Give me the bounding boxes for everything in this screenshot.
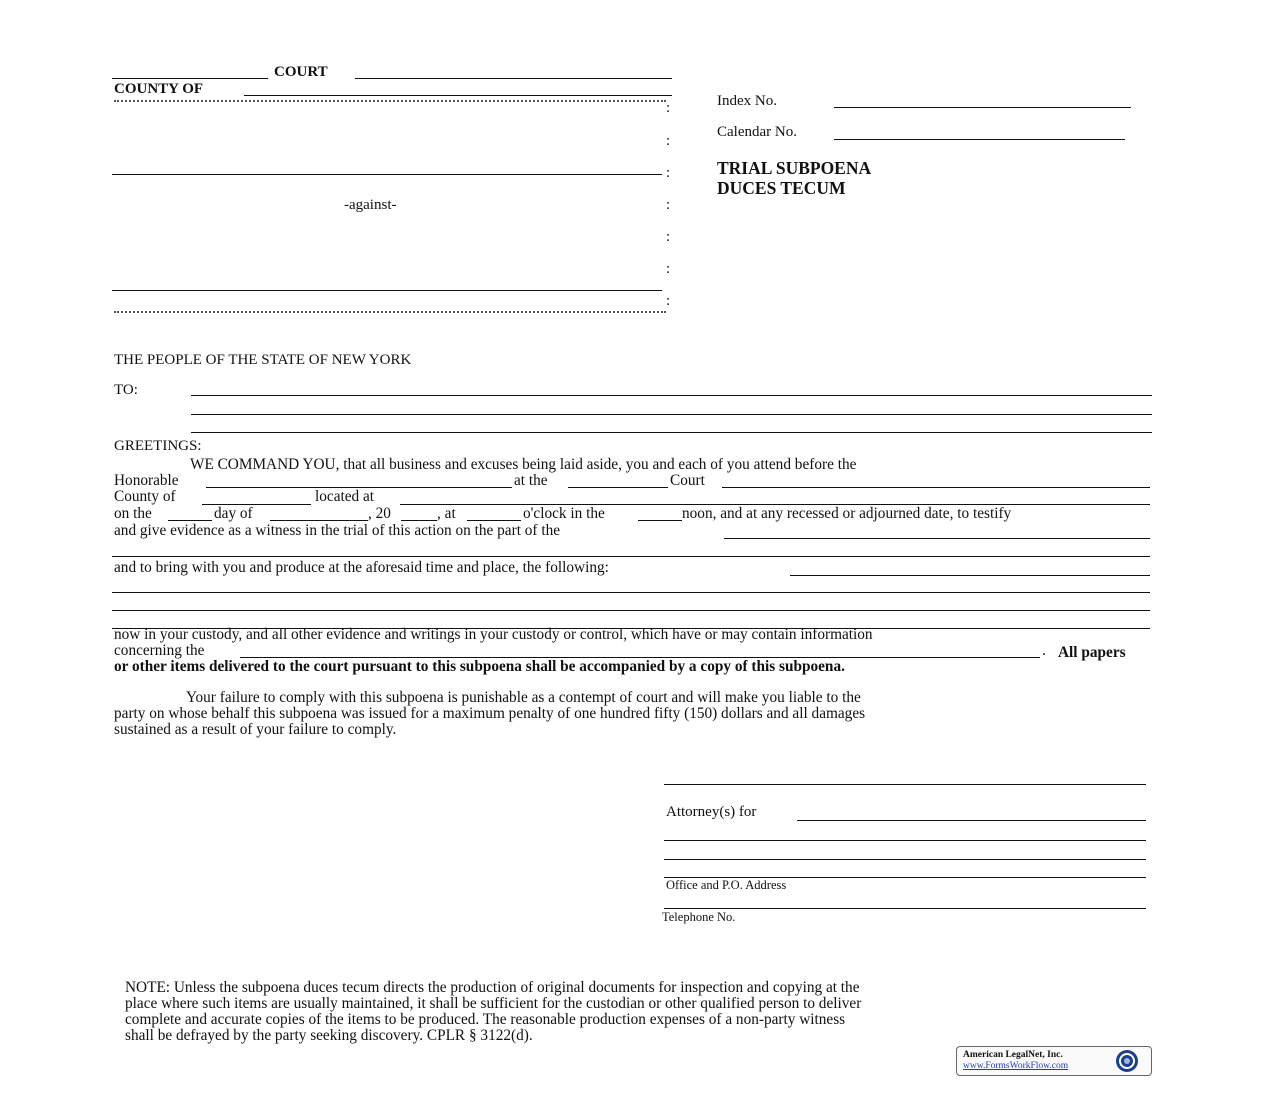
defendant-blank[interactable] [112,290,662,291]
copy-requirement-text: or other items delivered to the court pursuant to this subpoena shall be accompanied by a copy of this subpoena. [114,658,845,675]
am-pm-blank[interactable] [638,520,682,521]
note-line2: place where such items are usually maintained, it shall be sufficient for the custodian or other qualified person to deliver [125,995,862,1012]
day-of-label: day of [214,505,253,522]
note-line1: NOTE: Unless the subpoena duces tecum directs the production of original documents for inspection and copying at the [125,979,860,996]
bring-text: and to bring with you and produce at the aforesaid time and place, the following: [114,559,609,576]
calendar-no-blank[interactable] [834,139,1125,140]
note-line3: complete and accurate copies of the items to be produced. The reasonable production expenses of a non-party witness [125,1011,846,1028]
american-legalnet-badge[interactable] [956,1046,1152,1076]
month-blank[interactable] [270,520,368,521]
command-line1: WE COMMAND YOU, that all business and excuses being laid aside, you and each of you attend before the [190,456,857,473]
calendar-no-label: Calendar No. [717,124,797,140]
index-no-blank[interactable] [834,107,1131,108]
caption-colon: : [666,197,671,213]
items-blank-2[interactable] [112,592,1150,593]
oclock-label: o'clock in the [523,505,605,522]
attorneys-for-blank[interactable] [797,820,1146,821]
company-url[interactable]: www.FormsWorkFlow.com [963,1061,1069,1071]
party-blank-2[interactable] [112,556,1150,557]
year-blank[interactable] [401,520,437,521]
plaintiff-blank[interactable] [112,174,662,175]
items-blank-1[interactable] [790,575,1150,576]
to-blank-1[interactable] [191,395,1152,396]
all-papers-text: All papers [1058,644,1126,661]
to-label: TO: [114,382,138,398]
document-title-line1: TRIAL SUBPOENA [717,158,872,178]
caption-colon: : [666,261,671,277]
court-word: Court [670,472,705,489]
comma-at-label: , at [437,505,456,522]
attorneys-for-label: Attorney(s) for [666,804,757,820]
to-blank-2[interactable] [191,414,1152,415]
people-heading: THE PEOPLE OF THE STATE OF NEW YORK [114,352,412,368]
document-title-line2: DUCES TECUM [717,178,846,198]
party-blank[interactable] [724,538,1150,539]
office-address-label: Office and P.O. Address [666,878,787,892]
on-the-label: on the [114,505,152,522]
concerning-period: . [1042,642,1046,659]
concerning-label: concerning the [114,642,205,659]
caption-colon: : [666,165,671,181]
court-label: COURT [274,64,328,80]
county-of-label: County of [114,488,176,505]
index-no-label: Index No. [717,93,777,109]
court-blank-right[interactable] [355,78,672,79]
court-blank-left[interactable] [112,78,268,79]
signature-line[interactable] [664,784,1146,785]
custody-text: now in your custody, and all other evidence and writings in your custody or control, which have or may contain information [114,626,873,643]
day-blank[interactable] [168,520,212,521]
caption-colon: : [666,133,671,149]
address-blank-2[interactable] [664,859,1146,860]
failure-line2: party on whose behalf this subpoena was issued for a maximum penalty of one hundred fifty (150) dollars and all damages [114,705,866,722]
noon-rest-text: noon, and at any recessed or adjourned date, to testify [682,505,1012,522]
note-line4: shall be defrayed by the party seeking discovery. CPLR § 3122(d). [125,1027,533,1044]
county-label: COUNTY OF [114,81,204,97]
failure-line1: Your failure to comply with this subpoena is punishable as a contempt of court and will make you liable to the [186,689,861,706]
caption-colon: : [666,100,671,116]
year-prefix-label: , 20 [368,505,391,522]
time-blank[interactable] [467,520,521,521]
honorable-label: Honorable [114,472,179,489]
to-blank-3[interactable] [191,432,1152,433]
caption-bottom-dotted-border [114,311,666,313]
failure-line3: sustained as a result of your failure to comply. [114,721,397,738]
caption-top-dotted-border [114,100,666,102]
company-name: American LegalNet, Inc. [963,1050,1063,1060]
caption-colon: : [666,293,671,309]
items-blank-3[interactable] [112,610,1150,611]
telephone-blank[interactable] [664,908,1146,909]
caption-colon: : [666,229,671,245]
greetings-label: GREETINGS: [114,438,202,454]
located-at-label: located at [315,488,375,505]
at-the-label: at the [514,472,548,489]
court-name-blank[interactable] [568,487,668,488]
county-blank[interactable] [244,95,672,96]
court-part-blank[interactable] [722,487,1150,488]
globe-logo-icon [1115,1049,1139,1073]
address-blank-1[interactable] [664,840,1146,841]
against-label: -against- [344,197,397,213]
evidence-text: and give evidence as a witness in the trial of this action on the part of the [114,522,561,539]
telephone-label: Telephone No. [662,910,736,924]
